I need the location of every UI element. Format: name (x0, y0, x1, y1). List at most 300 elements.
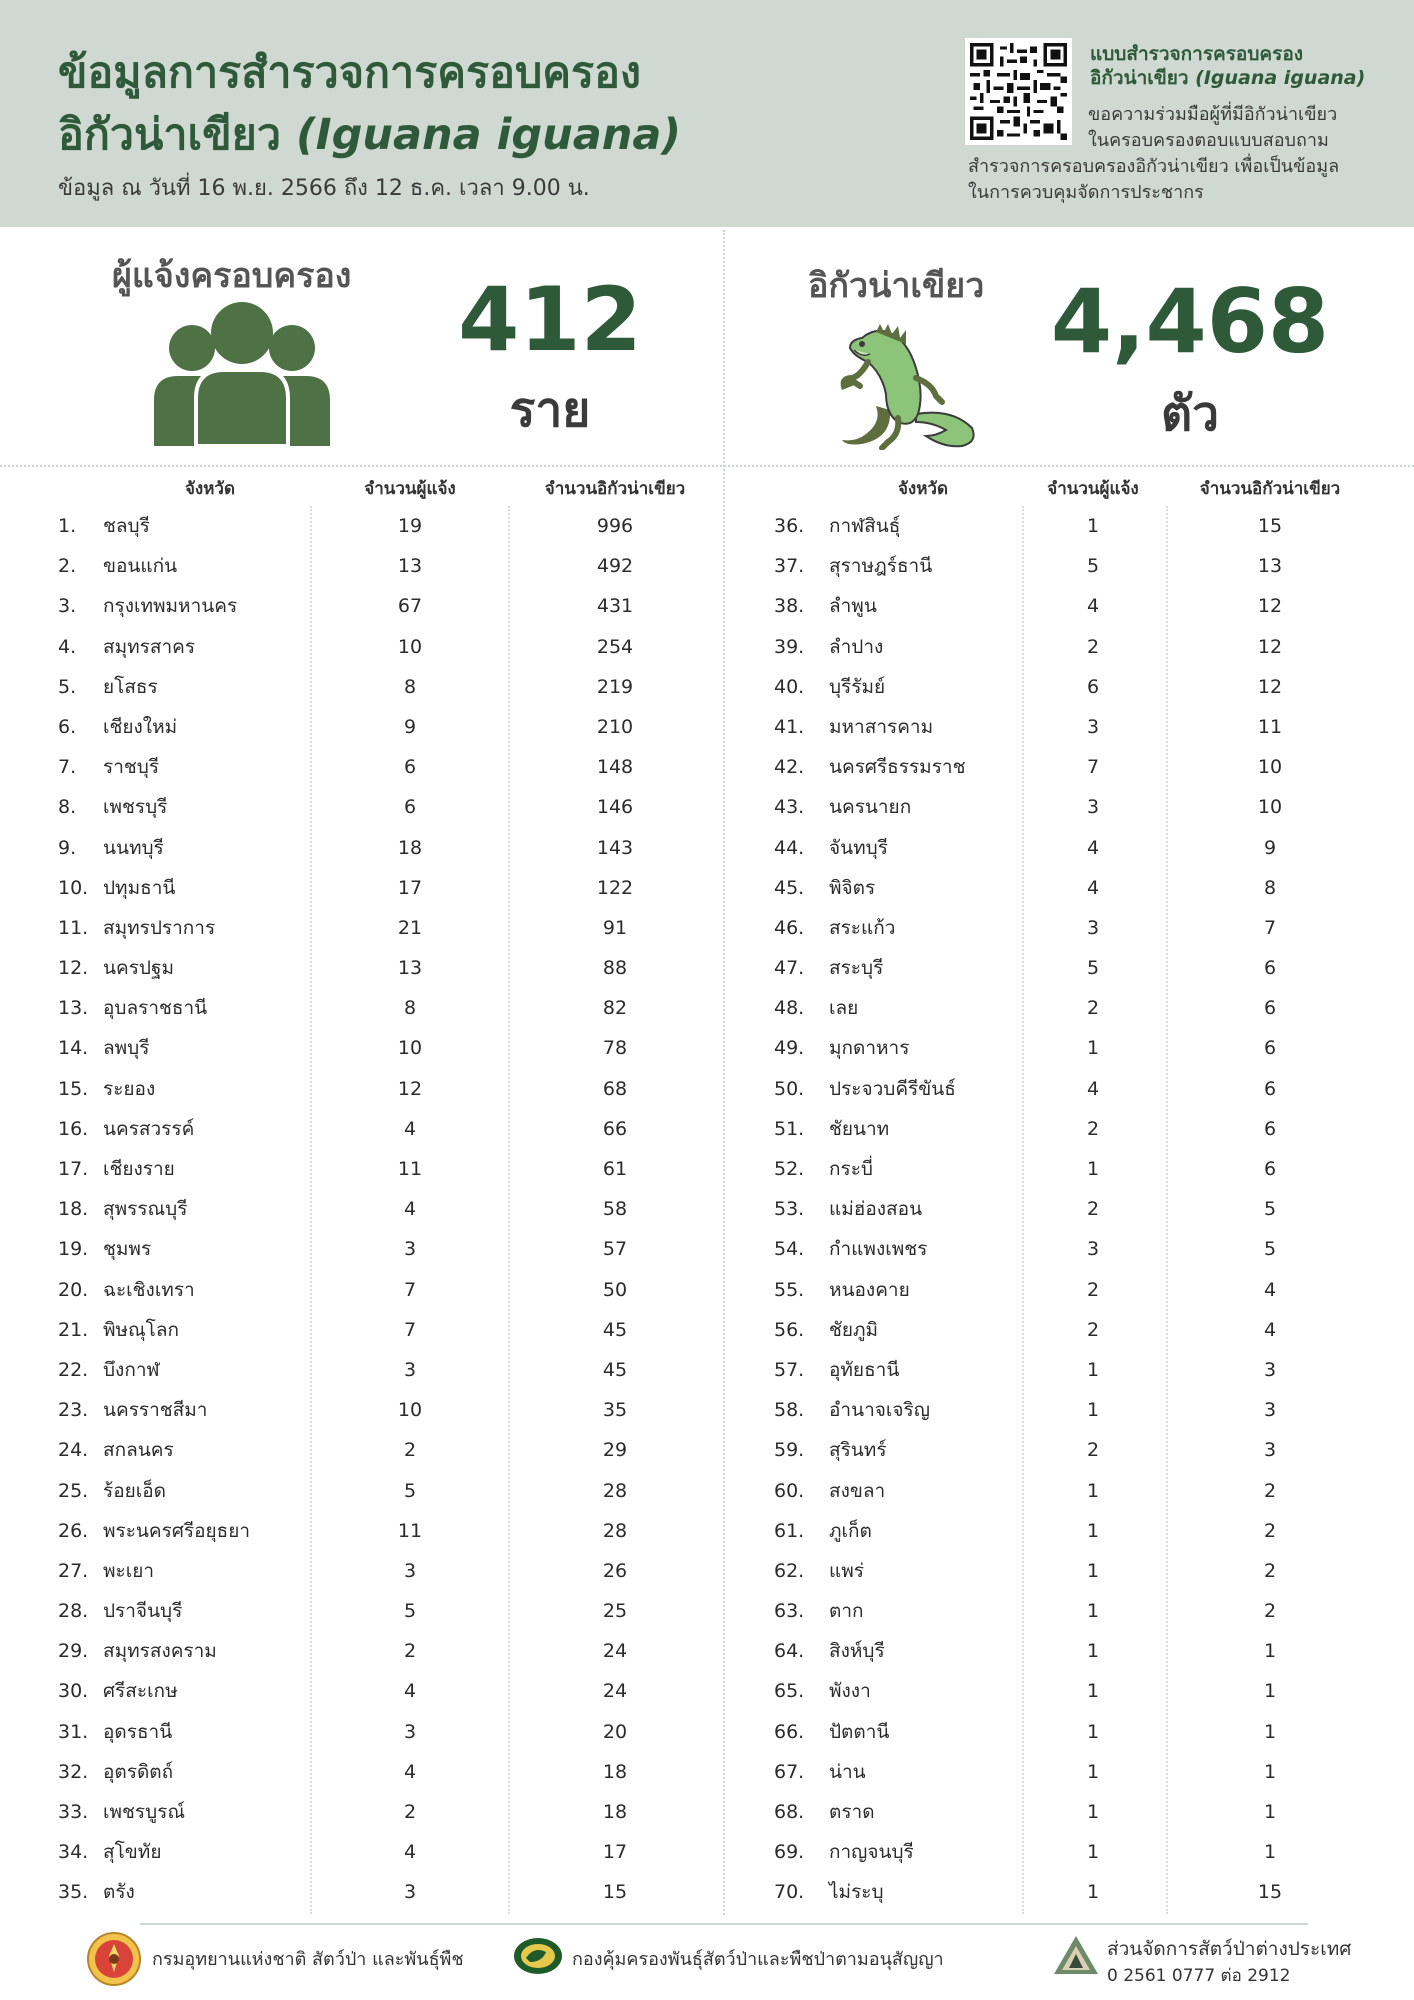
row-iguana-count: 210 (596, 715, 634, 738)
table-row (724, 1109, 1414, 1149)
row-reporter-count: 17 (397, 876, 423, 899)
row-iguana-count: 2 (1263, 1559, 1277, 1582)
table-row (724, 667, 1414, 707)
row-iguana-count: 15 (1257, 1881, 1283, 1904)
survey-title (1090, 42, 1365, 90)
row-province: แพร่ (829, 1559, 864, 1582)
table-row (0, 1792, 720, 1832)
row-iguana-count: 996 (596, 515, 634, 537)
row-reporter-count: 6 (1086, 675, 1100, 698)
table-row (724, 1028, 1414, 1068)
row-number: 22. (58, 1358, 89, 1381)
row-iguana-count: 5 (1263, 1198, 1277, 1221)
row-reporter-count: 18 (397, 836, 423, 859)
row-reporter-count: 4 (403, 1680, 417, 1703)
row-number: 33. (58, 1801, 89, 1823)
owners-unit: ราย (509, 382, 591, 438)
table-row (0, 586, 720, 626)
survey-title-line-2 (1090, 66, 1365, 90)
row-reporter-count: 4 (1086, 876, 1100, 899)
row-reporter-count: 1 (1086, 1358, 1100, 1381)
row-iguana-count: 8 (1263, 876, 1277, 899)
table-row (724, 1591, 1414, 1631)
row-number: 52. (774, 1158, 805, 1180)
row-province: เชียงใหม่ (103, 715, 178, 738)
row-iguana-count: 2 (1263, 1519, 1277, 1542)
survey-desc-line-1: ขอความร่วมมือผู้ที่มีอิกัวน่าเขียว (1088, 104, 1338, 125)
row-number: 26. (58, 1519, 89, 1542)
row-iguana-count: 148 (596, 756, 634, 779)
table-row (724, 1149, 1414, 1189)
table-row (724, 1511, 1414, 1551)
header-province-right: จังหวัด (897, 479, 949, 499)
row-iguana-count: 1 (1263, 1720, 1277, 1743)
row-iguana-count: 18 (602, 1801, 628, 1823)
row-number: 16. (58, 1117, 89, 1140)
row-province: ลำพูน (829, 595, 877, 618)
row-number: 37. (774, 555, 805, 578)
province-table-right (724, 506, 1414, 1913)
row-iguana-count: 3 (1263, 1439, 1277, 1462)
survey-title-line-1: แบบสำรวจการครอบครอง (1090, 43, 1304, 65)
row-reporter-count: 3 (403, 1881, 417, 1904)
row-number: 15. (58, 1077, 89, 1100)
row-reporter-count: 8 (403, 997, 417, 1020)
table-row (724, 1792, 1414, 1832)
row-province: ตาก (829, 1600, 864, 1623)
row-number: 24. (58, 1439, 89, 1462)
survey-desc-line-2: ในครอบครองตอบแบบสอบถาม (1088, 130, 1329, 151)
row-number: 69. (774, 1841, 805, 1864)
table-row (0, 828, 720, 868)
row-iguana-count: 1 (1263, 1640, 1277, 1663)
row-number: 54. (774, 1238, 805, 1261)
row-iguana-count: 7 (1263, 916, 1277, 939)
row-number: 62. (774, 1559, 805, 1582)
row-iguana-count: 12 (1257, 595, 1283, 618)
row-number: 55. (774, 1278, 805, 1301)
row-province: นครราชสีมา (103, 1399, 208, 1422)
row-iguana-count: 20 (602, 1720, 628, 1743)
row-number: 34. (58, 1841, 89, 1864)
row-number: 13. (58, 997, 89, 1020)
title-line-1: ข้อมูลการสำรวจการครอบครอง (58, 48, 641, 98)
table-row (0, 1591, 720, 1631)
row-reporter-count: 5 (403, 1479, 417, 1502)
row-iguana-count: 24 (602, 1680, 628, 1703)
row-reporter-count: 2 (1086, 1117, 1100, 1140)
row-number: 38. (774, 595, 805, 618)
row-reporter-count: 19 (397, 515, 423, 537)
footer-org-department: กรมอุทยานแห่งชาติ สัตว์ป่า และพันธุ์พืช (152, 1949, 464, 1970)
owners-label: ผู้แจ้งครอบครอง (112, 256, 352, 296)
row-reporter-count: 3 (1086, 916, 1100, 939)
row-reporter-count: 2 (403, 1439, 417, 1462)
row-number: 66. (774, 1720, 805, 1743)
row-province: สุรินทร์ (829, 1439, 887, 1462)
row-province: สระแก้ว (829, 916, 896, 939)
department-seal-icon (87, 1932, 141, 1986)
row-number: 32. (58, 1760, 89, 1783)
row-province: ชัยนาท (829, 1117, 890, 1140)
row-reporter-count: 7 (403, 1278, 417, 1301)
row-iguana-count: 4 (1263, 1278, 1277, 1301)
row-iguana-count: 6 (1263, 1158, 1277, 1180)
row-province: สมุทรสาคร (103, 635, 196, 658)
row-reporter-count: 1 (1086, 1720, 1100, 1743)
survey-description-bottom (968, 154, 1388, 206)
row-reporter-count: 1 (1086, 1559, 1100, 1582)
row-number: 29. (58, 1640, 89, 1663)
table-row (0, 546, 720, 586)
row-iguana-count: 82 (602, 997, 628, 1020)
row-iguana-count: 26 (602, 1559, 628, 1582)
table-row (0, 1752, 720, 1792)
row-iguana-count: 6 (1263, 1077, 1277, 1100)
row-reporter-count: 2 (1086, 1439, 1100, 1462)
row-iguana-count: 219 (596, 675, 634, 698)
row-province: ฉะเชิงเทรา (103, 1278, 195, 1301)
table-row (0, 948, 720, 988)
row-number: 21. (58, 1318, 89, 1341)
row-reporter-count: 1 (1086, 1881, 1100, 1904)
row-province: อำนาจเจริญ (829, 1399, 930, 1422)
row-iguana-count: 61 (602, 1158, 628, 1180)
row-reporter-count: 2 (1086, 1198, 1100, 1221)
row-province: อุทัยธานี (829, 1358, 900, 1381)
table-row (0, 1028, 720, 1068)
row-reporter-count: 3 (403, 1559, 417, 1582)
wildlife-unit-logo-icon (1052, 1934, 1100, 1982)
table-row (0, 1189, 720, 1229)
row-number: 44. (774, 836, 805, 859)
row-reporter-count: 3 (403, 1238, 417, 1261)
row-province: สระบุรี (829, 957, 884, 980)
header-iguanas-left: จำนวนอิกัวน่าเขียว (544, 479, 686, 499)
row-number: 36. (774, 515, 805, 537)
row-province: นครปฐม (103, 957, 174, 980)
row-number: 65. (774, 1680, 805, 1703)
row-province: กำแพงเพชร (829, 1238, 928, 1261)
table-row (724, 948, 1414, 988)
row-reporter-count: 2 (1086, 1278, 1100, 1301)
owners-count: 412 (458, 268, 642, 371)
row-reporter-count: 5 (403, 1600, 417, 1623)
row-iguana-count: 431 (596, 595, 634, 618)
row-reporter-count: 9 (403, 715, 417, 738)
survey-desc-line-4: ในการควบคุมจัดการประชากร (968, 182, 1204, 203)
row-iguana-count: 492 (596, 555, 634, 578)
row-province: สิงห์บุรี (829, 1640, 885, 1663)
row-number: 3. (58, 595, 77, 618)
row-reporter-count: 2 (1086, 1318, 1100, 1341)
row-number: 48. (774, 997, 805, 1020)
row-number: 20. (58, 1278, 89, 1301)
row-province: แม่ฮ่องสอน (829, 1198, 923, 1221)
row-iguana-count: 57 (602, 1238, 628, 1261)
row-reporter-count: 4 (403, 1117, 417, 1140)
province-table-left (0, 506, 720, 1913)
header-reporters-right: จำนวนผู้แจ้ง (1047, 479, 1139, 499)
row-province: พิจิตร (829, 876, 876, 899)
row-iguana-count: 91 (602, 916, 628, 939)
table-row (0, 1712, 720, 1752)
row-reporter-count: 4 (1086, 836, 1100, 859)
row-reporter-count: 11 (397, 1519, 423, 1542)
footer-org-unit: ส่วนจัดการสัตว์ป่าต่างประเทศ (1107, 1938, 1352, 1960)
row-reporter-count: 1 (1086, 1600, 1100, 1623)
survey-title-thai: อิกัวน่าเขียว (1090, 67, 1196, 89)
row-iguana-count: 45 (602, 1358, 628, 1381)
row-number: 17. (58, 1158, 89, 1180)
row-reporter-count: 1 (1086, 1158, 1100, 1180)
row-number: 28. (58, 1600, 89, 1623)
row-reporter-count: 13 (397, 555, 423, 578)
row-reporter-count: 3 (1086, 796, 1100, 819)
people-group-icon (152, 300, 332, 446)
iguana-label: อิกัวน่าเขียว (808, 266, 985, 306)
row-reporter-count: 2 (1086, 635, 1100, 658)
row-iguana-count: 2 (1263, 1600, 1277, 1623)
row-province: ชุมพร (103, 1238, 152, 1261)
row-iguana-count: 6 (1263, 997, 1277, 1020)
row-province: ไม่ระบุ (829, 1881, 884, 1904)
row-province: ตราด (829, 1801, 875, 1823)
table-row (0, 1471, 720, 1511)
row-province: ปทุมธานี (103, 876, 176, 899)
row-iguana-count: 28 (602, 1479, 628, 1502)
row-iguana-count: 146 (596, 796, 634, 819)
row-province: ยโสธร (103, 675, 158, 698)
table-row (0, 1390, 720, 1430)
row-number: 18. (58, 1198, 89, 1221)
row-iguana-count: 12 (1257, 675, 1283, 698)
row-iguana-count: 6 (1263, 1037, 1277, 1060)
row-reporter-count: 1 (1086, 1760, 1100, 1783)
row-iguana-count: 10 (1257, 756, 1283, 779)
table-row (724, 707, 1414, 747)
row-province: ราชบุรี (103, 756, 160, 779)
row-reporter-count: 5 (1086, 957, 1100, 980)
row-number: 57. (774, 1358, 805, 1381)
table-row (724, 988, 1414, 1028)
row-iguana-count: 6 (1263, 957, 1277, 980)
row-reporter-count: 4 (403, 1841, 417, 1864)
table-row (0, 1430, 720, 1470)
table-row (0, 1511, 720, 1551)
row-province: สุพรรณบุรี (103, 1198, 188, 1221)
row-number: 50. (774, 1077, 805, 1100)
table-row (0, 908, 720, 948)
row-number: 58. (774, 1399, 805, 1422)
survey-qr-code[interactable] (965, 38, 1072, 145)
row-reporter-count: 4 (403, 1760, 417, 1783)
row-reporter-count: 6 (403, 796, 417, 819)
iguana-count: 4,468 (1050, 270, 1330, 373)
row-iguana-count: 254 (596, 635, 634, 658)
row-iguana-count: 11 (1257, 715, 1283, 738)
row-province: สมุทรปราการ (103, 916, 216, 939)
row-number: 51. (774, 1117, 805, 1140)
table-row (724, 1430, 1414, 1470)
row-iguana-count: 15 (1257, 515, 1283, 537)
row-province: อุตรดิตถ์ (103, 1760, 174, 1783)
row-number: 53. (774, 1198, 805, 1221)
row-province: ตรัง (103, 1881, 135, 1904)
footer-phone: 0 2561 0777 ต่อ 2912 (1107, 1966, 1291, 1986)
row-province: กาฬสินธุ์ (829, 515, 901, 537)
table-row (724, 828, 1414, 868)
row-reporter-count: 67 (397, 595, 423, 618)
row-iguana-count: 1 (1263, 1801, 1277, 1823)
row-reporter-count: 1 (1086, 1519, 1100, 1542)
iguana-unit: ตัว (1160, 386, 1220, 442)
row-province: พะเยา (103, 1559, 155, 1582)
row-number: 30. (58, 1680, 89, 1703)
row-reporter-count: 3 (403, 1720, 417, 1743)
table-row (724, 1551, 1414, 1591)
row-number: 14. (58, 1037, 89, 1060)
row-number: 31. (58, 1720, 89, 1743)
row-reporter-count: 10 (397, 635, 423, 658)
table-row (724, 1310, 1414, 1350)
row-reporter-count: 1 (1086, 1841, 1100, 1864)
table-row (0, 1872, 720, 1912)
row-province: ลพบุรี (103, 1037, 150, 1060)
table-row (724, 747, 1414, 787)
row-province: ระยอง (103, 1077, 156, 1100)
table-row (0, 1631, 720, 1671)
row-number: 59. (774, 1439, 805, 1462)
table-row (724, 1712, 1414, 1752)
row-province: เพชรบูรณ์ (103, 1801, 186, 1823)
row-province: นครศรีธรรมราช (829, 756, 966, 779)
table-row (724, 1872, 1414, 1912)
row-number: 67. (774, 1760, 805, 1783)
row-province: เชียงราย (103, 1158, 175, 1180)
row-iguana-count: 17 (602, 1841, 628, 1864)
row-iguana-count: 13 (1257, 555, 1283, 578)
table-row (0, 1671, 720, 1711)
cites-division-logo-icon (512, 1936, 564, 1976)
row-iguana-count: 25 (602, 1600, 628, 1623)
row-reporter-count: 11 (397, 1158, 423, 1180)
row-province: กรุงเทพมหานคร (103, 595, 238, 618)
row-iguana-count: 88 (602, 957, 628, 980)
row-province: นครนายก (829, 796, 912, 819)
row-province: ลำปาง (829, 635, 884, 658)
footer-org-division: กองคุ้มครองพันธุ์สัตว์ป่าและพืชป่าตามอนุสัญญา (572, 1949, 944, 1970)
row-reporter-count: 1 (1086, 1680, 1100, 1703)
row-reporter-count: 1 (1086, 1479, 1100, 1502)
row-number: 7. (58, 756, 77, 779)
row-iguana-count: 28 (602, 1519, 628, 1542)
row-number: 2. (58, 555, 77, 578)
row-iguana-count: 12 (1257, 635, 1283, 658)
survey-desc-line-3: สำรวจการครอบครองอิกัวน่าเขียว เพื่อเป็นข้อมูล (968, 156, 1340, 177)
row-iguana-count: 122 (596, 876, 634, 899)
row-iguana-count: 50 (602, 1278, 628, 1301)
table-row (0, 1310, 720, 1350)
row-number: 56. (774, 1318, 805, 1341)
row-reporter-count: 10 (397, 1037, 423, 1060)
row-reporter-count: 1 (1086, 1801, 1100, 1823)
row-number: 6. (58, 715, 77, 738)
row-reporter-count: 4 (1086, 595, 1100, 618)
row-province: มุกดาหาร (829, 1037, 910, 1060)
row-province: นครสวรรค์ (103, 1117, 195, 1140)
row-number: 35. (58, 1881, 89, 1904)
row-iguana-count: 3 (1263, 1358, 1277, 1381)
row-province: บุรีรัมย์ (829, 675, 886, 698)
header-iguanas-right: จำนวนอิกัวน่าเขียว (1199, 479, 1341, 499)
table-row (0, 667, 720, 707)
row-iguana-count: 1 (1263, 1760, 1277, 1783)
row-reporter-count: 21 (397, 916, 423, 939)
row-province: กาญจนบุรี (829, 1841, 914, 1864)
row-province: เพชรบุรี (103, 796, 168, 819)
row-province: น่าน (829, 1760, 866, 1783)
row-iguana-count: 68 (602, 1077, 628, 1100)
row-number: 45. (774, 876, 805, 899)
row-province: ชลบุรี (103, 515, 150, 537)
row-reporter-count: 4 (403, 1198, 417, 1221)
row-iguana-count: 5 (1263, 1238, 1277, 1261)
row-iguana-count: 6 (1263, 1117, 1277, 1140)
row-province: สุราษฎร์ธานี (829, 555, 933, 578)
row-province: ศรีสะเกษ (103, 1680, 178, 1703)
row-number: 10. (58, 876, 89, 899)
row-province: พังงา (829, 1680, 871, 1703)
row-number: 63. (774, 1600, 805, 1623)
row-reporter-count: 10 (397, 1399, 423, 1422)
row-reporter-count: 2 (403, 1640, 417, 1663)
row-province: สงขลา (829, 1479, 886, 1502)
row-iguana-count: 58 (602, 1198, 628, 1221)
table-row (0, 1350, 720, 1390)
table-row (0, 988, 720, 1028)
survey-description-top (1088, 102, 1388, 154)
row-reporter-count: 2 (1086, 997, 1100, 1020)
row-province: ชัยภูมิ (829, 1318, 879, 1341)
table-row (724, 1189, 1414, 1229)
row-reporter-count: 3 (403, 1358, 417, 1381)
row-reporter-count: 12 (397, 1077, 423, 1100)
row-number: 19. (58, 1238, 89, 1261)
qr-code-icon (970, 43, 1067, 140)
row-number: 1. (58, 515, 77, 537)
table-row (724, 1631, 1414, 1671)
row-iguana-count: 3 (1263, 1399, 1277, 1422)
date-range-subtitle: ข้อมูล ณ วันที่ 16 พ.ย. 2566 ถึง 12 ธ.ค. เวลา 9.00 น. (58, 176, 590, 201)
row-number: 12. (58, 957, 89, 980)
row-reporter-count: 1 (1086, 1399, 1100, 1422)
table-row (724, 627, 1414, 667)
title-line-2 (58, 104, 681, 166)
row-iguana-count: 35 (602, 1399, 628, 1422)
row-reporter-count: 8 (403, 675, 417, 698)
table-row (724, 546, 1414, 586)
row-province: ขอนแก่น (103, 555, 178, 578)
table-row (0, 1109, 720, 1149)
table-row (0, 787, 720, 827)
table-row (724, 1390, 1414, 1430)
row-iguana-count: 143 (596, 836, 634, 859)
row-iguana-count: 78 (602, 1037, 628, 1060)
table-row (724, 787, 1414, 827)
row-number: 46. (774, 916, 805, 939)
row-reporter-count: 6 (403, 756, 417, 779)
